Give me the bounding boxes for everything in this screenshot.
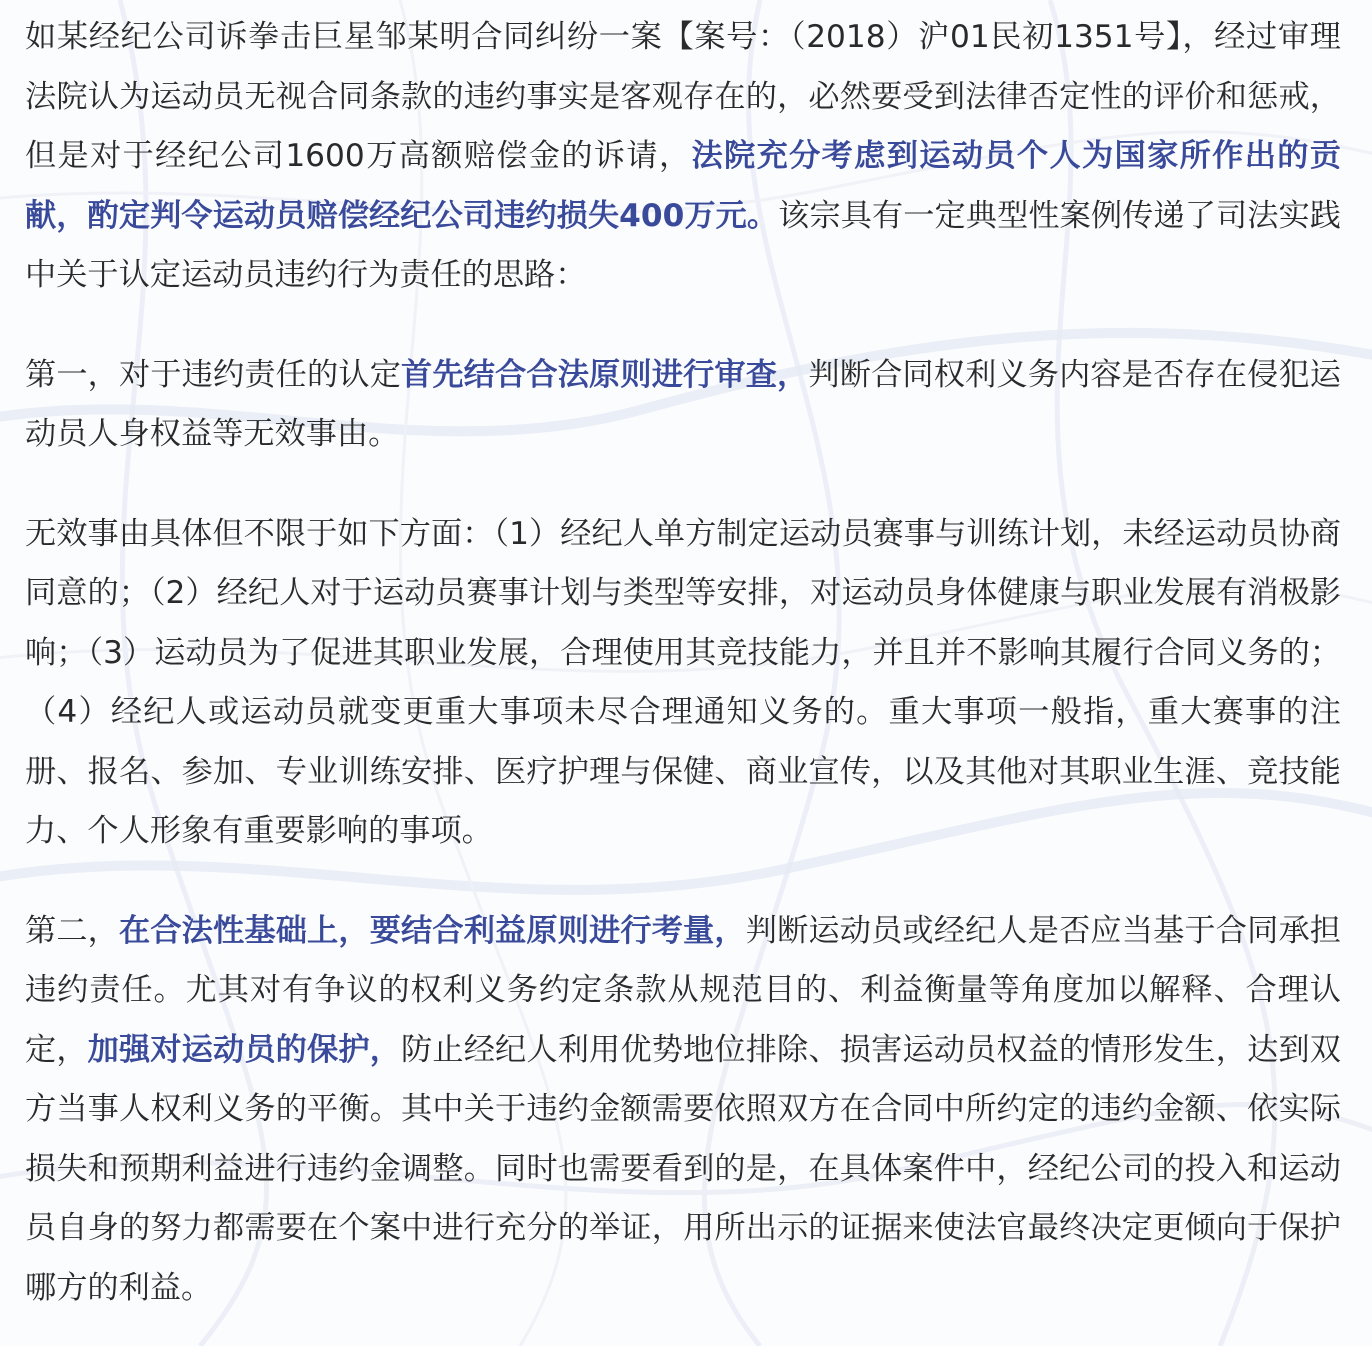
first-text-2: 判断合同权利义务内容是否存在侵犯运动员人身权益等无效事由。: [25, 356, 1341, 452]
second-text-1: 第二，: [25, 912, 120, 949]
paragraph-invalid-reasons: [25, 505, 1341, 862]
intro-highlight: 法院充分考虑到运动员个人为国家所作出的贡献，酌定判令运动员赔偿经纪公司违约损失400万元。: [25, 138, 1341, 234]
article-body: [25, 8, 1341, 1318]
second-highlight-2: 加强对运动员的保护，: [87, 1031, 402, 1068]
paragraph-intro: [25, 8, 1341, 306]
second-text-3: 防止经纪人利用优势地位排除、损害运动员权益的情形发生，达到双方当事人权利义务的平衡。其中关于违约金额需要依照双方在合同中所约定的违约金额、依实际损失和预期利益进行违约金调整。同时也需要看到的是，在具体案件中，经纪公司的投入和运动员自身的努力都需要在个案中进行充分的举证，用所出示的证据来使法官最终决定更倾向于保护哪方的利益。: [25, 1031, 1341, 1306]
invalid-reasons-text: 无效事由具体但不限于如下方面：（1）经纪人单方制定运动员赛事与训练计划，未经运动员协商同意的；（2）经纪人对于运动员赛事计划与类型等安排，对运动员身体健康与职业发展有消极影响；（3）运动员为了促进其职业发展，合理使用其竞技能力，并且并不影响其履行合同义务的；（4）经纪人或运动员就变更重大事项未尽合理通知义务的。重大事项一般指，重大赛事的注册、报名、参加、专业训练安排、医疗护理与保健、商业宣传，以及其他对其职业生涯、竞技能力、个人形象有重要影响的事项。: [25, 515, 1341, 849]
paragraph-second: [25, 902, 1341, 1319]
second-highlight-1: 在合法性基础上，要结合利益原则进行考量，: [119, 912, 746, 949]
first-text-1: 第一，对于违约责任的认定: [25, 356, 402, 393]
intro-text-2: 该宗具有一定典型性案例传递了司法实践中关于认定运动员违约行为责任的思路：: [25, 197, 1341, 293]
second-text-2: 判断运动员或经纪人是否应当基于合同承担违约责任。尤其对有争议的权利义务约定条款从规范目的、利益衡量等角度加以解释、合理认定，: [25, 912, 1341, 1068]
paragraph-first: [25, 346, 1341, 465]
first-highlight: 首先结合合法原则进行审查，: [401, 356, 809, 393]
intro-text-1: 如某经纪公司诉拳击巨星邹某明合同纠纷一案【案号：（2018）沪01民初1351号】，经过审理法院认为运动员无视合同条款的违约事实是客观存在的，必然要受到法律否定性的评价和惩戒，但是对于经纪公司1600万高额赔偿金的诉请，: [25, 19, 1341, 174]
